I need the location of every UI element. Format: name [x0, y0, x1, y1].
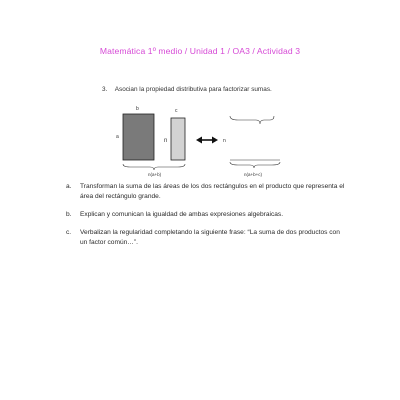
item-3-text: Asocian la propiedad distributiva para factorizar sumas.	[114, 86, 272, 93]
task-text: Explican y comunican la igualdad de ambas expresiones algebraicas.	[80, 211, 284, 218]
task-text: Transforman la suma de las áreas de los dos rectángulos en el producto que representa el área del rectángulo grande.	[80, 183, 345, 200]
item-3-number: 3.	[102, 86, 108, 93]
arrow-left-head	[196, 137, 202, 144]
item-3	[102, 86, 272, 93]
dark-rectangle	[123, 114, 154, 160]
area-figure	[110, 100, 290, 180]
right-side-label: n	[223, 138, 226, 144]
light-rect-top-label: c	[175, 108, 178, 114]
left-brace	[123, 164, 185, 170]
left-caption: n(a+b)	[148, 172, 162, 177]
task-letter: b.	[66, 211, 72, 218]
list-item	[66, 228, 346, 248]
page-title: Matemática 1º medio / Unidad 1 / OA3 / Actividad 3	[99, 46, 301, 56]
task-text: Verbalizan la regularidad completando la siguiente frase: “La suma de dos productos con un factor común…”.	[80, 229, 340, 246]
right-caption: n(a+b+c)	[244, 172, 263, 177]
area-figure-svg	[110, 100, 290, 180]
light-rect-side-label: n	[164, 138, 168, 144]
arrow-right-head	[212, 137, 218, 144]
task-list	[66, 182, 346, 256]
list-item	[66, 210, 346, 220]
task-letter: c.	[66, 229, 72, 236]
right-brace	[230, 162, 280, 168]
task-letter: a.	[66, 183, 72, 190]
list-item	[66, 182, 346, 202]
light-rectangle	[171, 118, 185, 160]
dark-rect-side-label: a	[116, 134, 119, 140]
top-brace	[230, 116, 274, 124]
dark-rect-top-label: b	[136, 106, 139, 112]
